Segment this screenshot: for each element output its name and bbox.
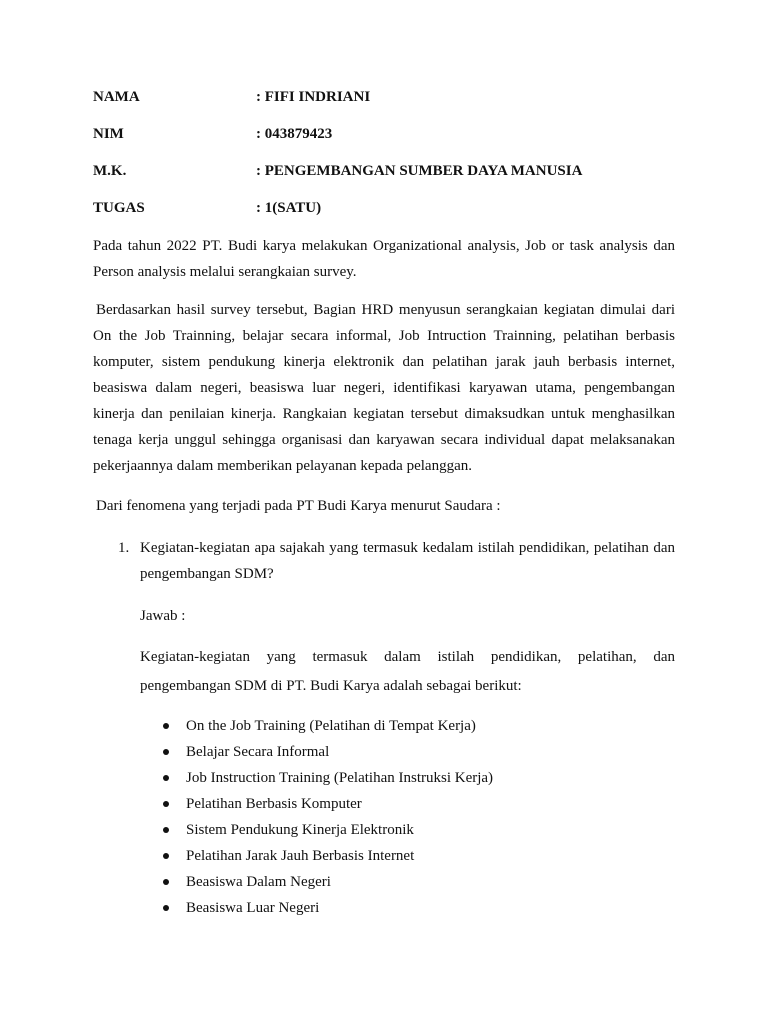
- header-label: NIM: [93, 126, 124, 142]
- list-item: Job Instruction Training (Pelatihan Instruksi Kerja): [160, 765, 493, 791]
- header-label: NAMA: [93, 89, 140, 105]
- list-item: On the Job Training (Pelatihan di Tempat Kerja): [160, 713, 493, 739]
- bullet-icon: [163, 749, 169, 755]
- list-item: Belajar Secara Informal: [160, 739, 493, 765]
- answer-label: Jawab :: [140, 608, 186, 624]
- intro-paragraph: Pada tahun 2022 PT. Budi karya melakukan Organizational analysis, Job or task analysis dan Person analysis melalui serangkaian survey.: [93, 238, 675, 280]
- header-label: TUGAS: [93, 200, 145, 216]
- header-label: M.K.: [93, 163, 127, 179]
- list-item: Pelatihan Berbasis Komputer: [160, 791, 493, 817]
- list-item: Beasiswa Dalam Negeri: [160, 869, 493, 895]
- header-value: : 043879423: [256, 126, 333, 142]
- list-item: Sistem Pendukung Kinerja Elektronik: [160, 817, 493, 843]
- bullet-icon: [163, 723, 169, 729]
- list-item: Beasiswa Luar Negeri: [160, 895, 493, 921]
- bullet-icon: [163, 853, 169, 859]
- question-number: 1.: [118, 540, 130, 556]
- bullet-icon: [163, 827, 169, 833]
- bullet-icon: [163, 879, 169, 885]
- list-item: Pelatihan Jarak Jauh Berbasis Internet: [160, 843, 493, 869]
- prompt-paragraph: Dari fenomena yang terjadi pada PT Budi Karya menurut Saudara :: [96, 498, 501, 514]
- context-paragraph: Berdasarkan hasil survey tersebut, Bagian HRD menyusun serangkaian kegiatan dimulai dari On the Job Trainning, belajar secara informal, Job Intruction Trainning, pelatihan berbasis komputer, sistem pendukung kinerja elektronik dan pelatihan jarak jauh berbasis internet, beasiswa dalam negeri, beasiswa luar negeri, identifikasi karyawan utama, pengembangan kinerja dan penilaian kinerja. Rangkaian kegiatan tersebut dimaksudkan untuk menghasilkan tenaga kerja unggul sehingga organisasi dan karyawan secara individual dapat melaksanakan pekerjaannya dalam memberikan pelayanan kepada pelanggan.: [93, 302, 675, 474]
- answer-line: Kegiatan-kegiatan yang termasuk dalam istilah pendidikan, pelatihan, dan: [140, 649, 675, 665]
- bullet-icon: [163, 801, 169, 807]
- header-value: : FIFI INDRIANI: [256, 89, 371, 105]
- activity-list: [160, 713, 493, 921]
- question-text: Kegiatan-kegiatan apa sajakah yang termasuk kedalam istilah pendidikan, pelatihan dan pengembangan SDM?: [140, 540, 675, 582]
- bullet-icon: [163, 775, 169, 781]
- bullet-icon: [163, 905, 169, 911]
- answer-paragraph: [140, 643, 675, 701]
- header-value: : PENGEMBANGAN SUMBER DAYA MANUSIA: [256, 163, 583, 179]
- header-value: : 1(SATU): [256, 200, 322, 216]
- answer-line: pengembangan SDM di PT. Budi Karya adalah sebagai berikut:: [140, 678, 522, 694]
